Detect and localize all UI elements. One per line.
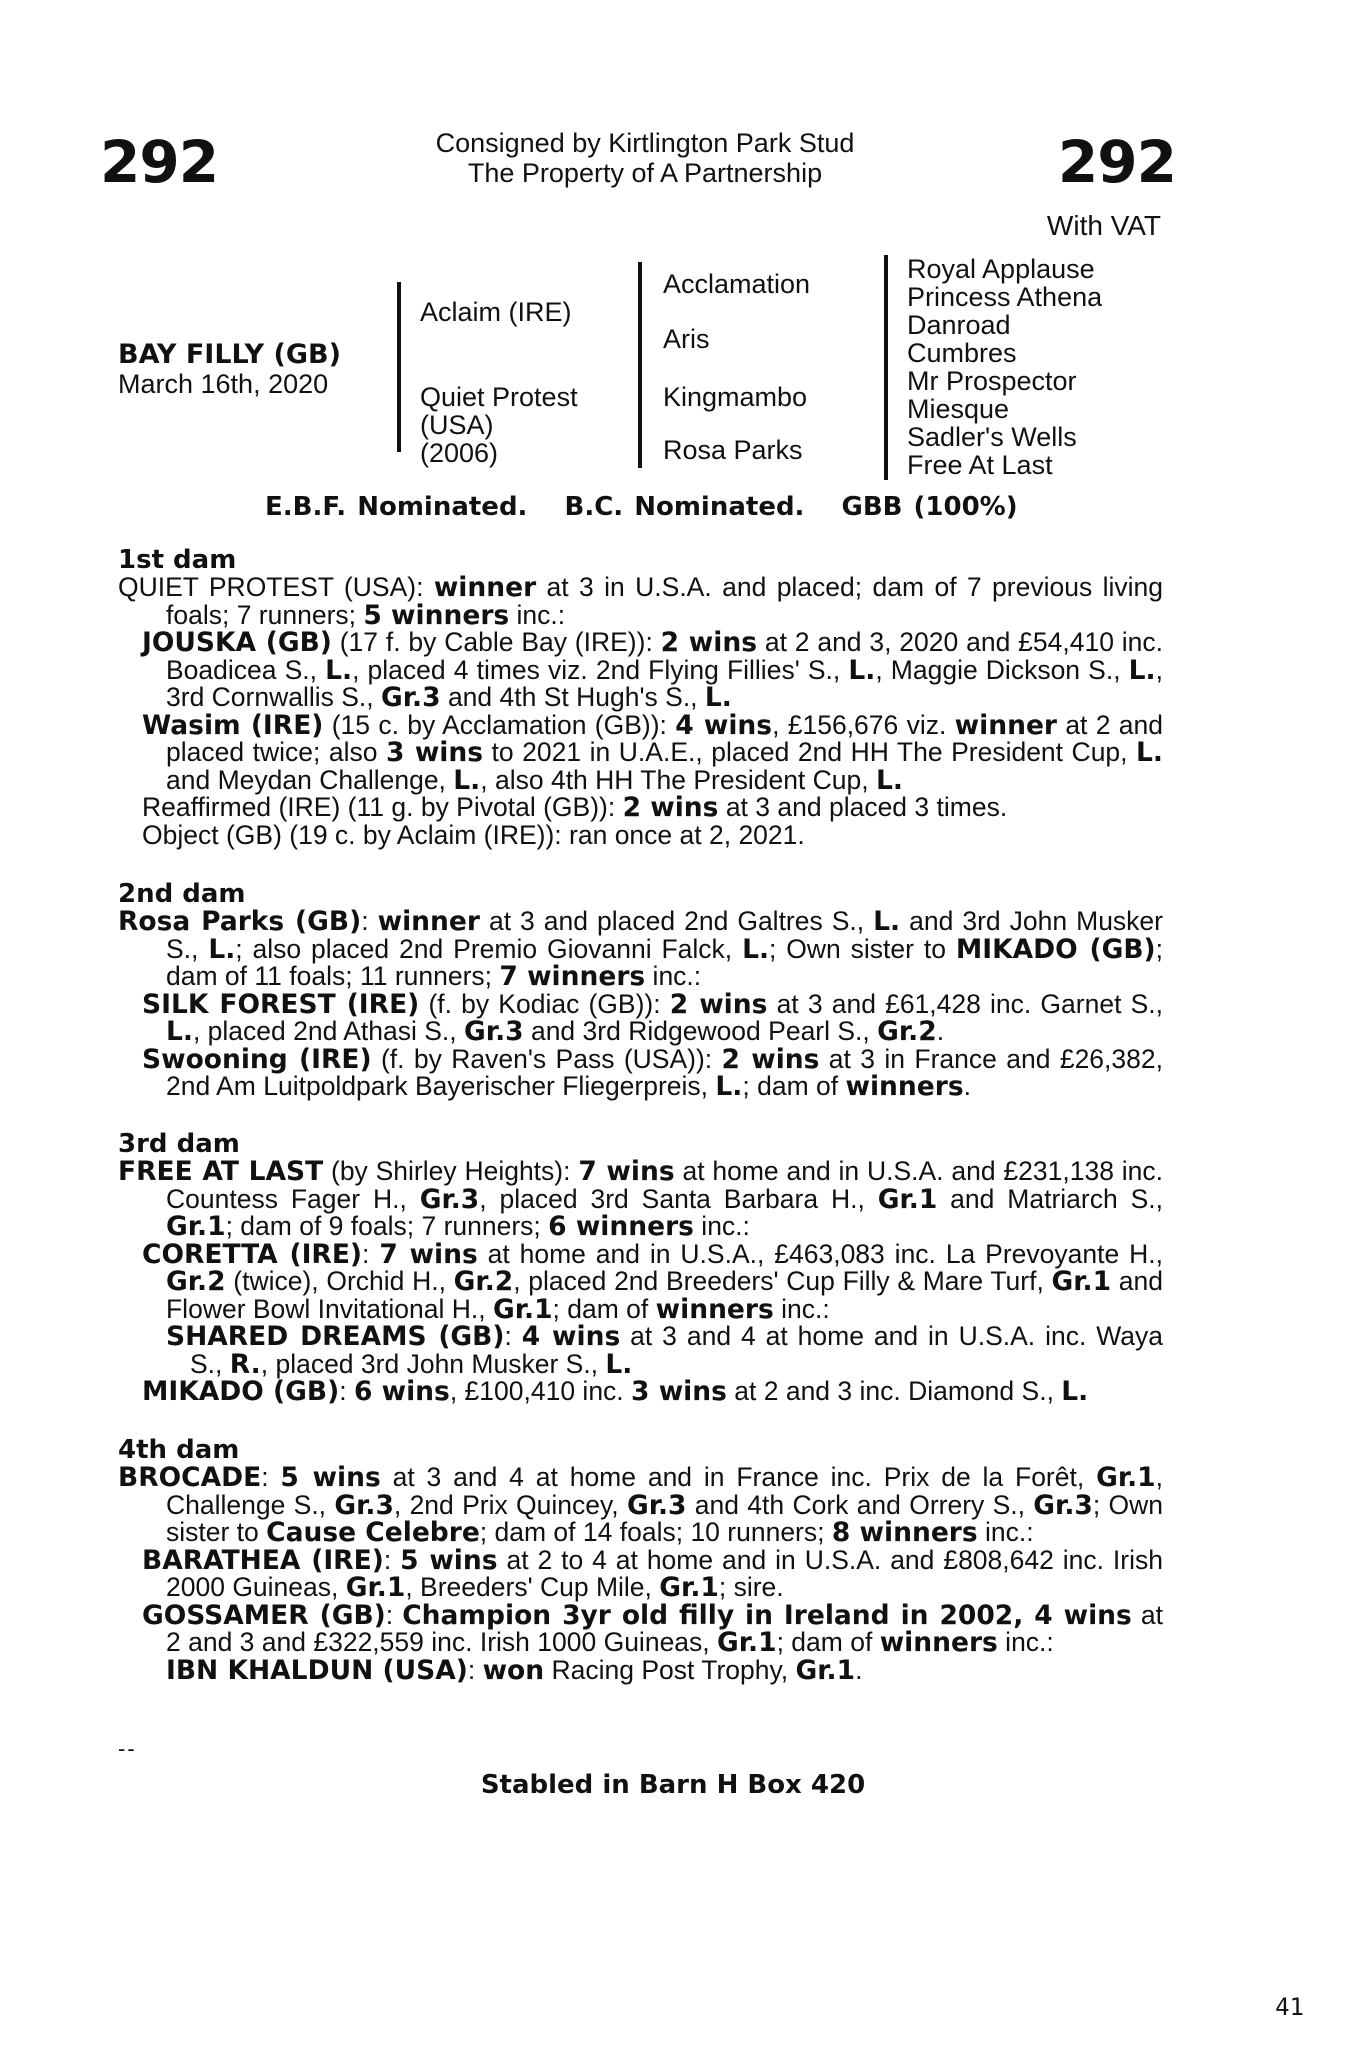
pedigree-g3-entry: Free At Last — [907, 450, 1053, 480]
progeny-entry: Reaffirmed (IRE) (11 g. by Pivotal (GB)): 2 wins at 3 and placed 3 times. — [142, 792, 1008, 823]
lot-number-left: 292 — [100, 128, 219, 196]
vat-note: With VAT — [1046, 210, 1161, 241]
gbb-note: GBB (100%) — [841, 492, 1018, 522]
horse-identity — [118, 340, 341, 398]
horse-foaled: March 16th, 2020 — [118, 369, 329, 399]
first-dam-section — [118, 546, 1163, 849]
pedigree-g3-entry: Miesque — [907, 394, 1010, 424]
pedigree-g3-entry: Danroad — [907, 310, 1011, 340]
dam-paragraph: Rosa Parks (GB): winner at 3 and placed 2nd Galtres S., L. and 3rd John Musker S., L.; also placed 2nd Premio Giovanni Falck, L.; Own sister to MIKADO (GB); dam of 11 foals; 11 runners; 7 winners inc.: — [118, 906, 1164, 992]
pedigree-g3-entry: Mr Prospector — [907, 366, 1077, 396]
nominations-line — [265, 492, 1044, 522]
separator-dash: -- — [118, 1736, 137, 1761]
consignment-header — [330, 128, 960, 188]
fourth-dam-section — [118, 1436, 1163, 1684]
progeny-entry: Swooning (IRE) (f. by Raven's Pass (USA)): 2 wins at 3 in France and £26,382, 2nd Am Luitpoldpark Bayerischer Fliegerpreis, L.; dam of winners. — [142, 1043, 1163, 1102]
pedigree-dam-sire: Kingmambo — [663, 382, 808, 412]
stabling-info: Stabled in Barn H Box 420 — [480, 1770, 866, 1800]
second-dam-section — [118, 880, 1163, 1101]
progeny-entry: GOSSAMER (GB): Champion 3yr old filly in Ireland in 2002, 4 wins at 2 and 3 and £322,559 inc. Irish 1000 Guineas, Gr.1; dam of winners inc.: — [142, 1599, 1164, 1658]
section-heading: 1st dam — [118, 545, 237, 575]
property: The Property of A Partnership — [467, 158, 823, 188]
pedigree-g3-entry: Sadler's Wells — [907, 422, 1077, 452]
section-heading: 2nd dam — [118, 879, 246, 909]
horse-name: BAY FILLY (GB) — [118, 339, 341, 370]
pedigree-sire: Aclaim (IRE) — [420, 297, 572, 327]
pedigree-g3-entry: Princess Athena — [907, 282, 1103, 312]
pedigree-sire-dam: Aris — [663, 324, 710, 354]
third-dam-section — [118, 1130, 1163, 1406]
ebf-nomination: E.B.F. Nominated. — [265, 492, 528, 522]
section-heading: 4th dam — [118, 1435, 240, 1465]
dam-paragraph: BROCADE: 5 wins at 3 and 4 at home and in France inc. Prix de la Forêt, Gr.1, Challenge S., Gr.3, 2nd Prix Quincey, Gr.3 and 4th Cork and Orrery S., Gr.3; Own sister to Cause Celebre; dam of 14 foals; 10 runners; 8 winners inc.: — [118, 1462, 1164, 1548]
section-heading: 3rd dam — [118, 1129, 240, 1159]
lot-number-right: 292 — [1057, 128, 1176, 196]
progeny-entry: SHARED DREAMS (GB): 4 wins at 3 and 4 at home and in U.S.A. inc. Waya S., R., placed 3rd John Musker S., L. — [166, 1321, 1163, 1380]
pedigree-third-generation — [907, 255, 1102, 479]
pedigree-dam-year: (2006) — [420, 438, 499, 468]
pedigree-g3-entry: Royal Applause — [907, 254, 1095, 284]
pedigree-dam — [420, 383, 578, 467]
bc-nomination: B.C. Nominated. — [564, 492, 805, 522]
progeny-entry: MIKADO (GB): 6 wins, £100,410 inc. 3 wins at 2 and 3 inc. Diamond S., L. — [142, 1376, 1089, 1407]
pedigree-sire-sire: Acclamation — [663, 269, 811, 299]
progeny-entry: Wasim (IRE) (15 c. by Acclamation (GB)): 4 wins, £156,676 viz. winner at 2 and placed twice; also 3 wins to 2021 in U.A.E., placed 2nd HH The President Cup, L. and Meydan Challenge, L., also 4th HH The President Cup, L. — [142, 709, 1163, 796]
pedigree-dam-dam: Rosa Parks — [663, 435, 803, 465]
progeny-entry: SILK FOREST (IRE) (f. by Kodiac (GB)): 2 wins at 3 and £61,428 inc. Garnet S., L., placed 2nd Athasi S., Gr.3 and 3rd Ridgewood Pearl S., Gr.2. — [142, 988, 1163, 1047]
progeny-entry: IBN KHALDUN (USA): won Racing Post Trophy, Gr.1. — [166, 1654, 863, 1686]
progeny-entry: CORETTA (IRE): 7 wins at home and in U.S.A., £463,083 inc. La Prevoyante H., Gr.2 (twice), Orchid H., Gr.2, placed 2nd Breeders' Cup Filly & Mare Turf, Gr.1 and Flower Bowl Invitational H., Gr.1; dam of winners inc.: — [142, 1238, 1163, 1325]
consignor: Consigned by Kirtlington Park Stud — [435, 128, 855, 158]
pedigree-divider-2 — [638, 262, 642, 468]
progeny-entry: Object (GB) (19 c. by Aclaim (IRE)): ran once at 2, 2021. — [142, 819, 805, 850]
dam-paragraph: FREE AT LAST (by Shirley Heights): 7 wins at home and in U.S.A. and £231,138 inc. Countess Fager H., Gr.3, placed 3rd Santa Barbara H., Gr.1 and Matriarch S., Gr.1; dam of 9 foals; 7 runners; 6 winners inc.: — [118, 1156, 1163, 1242]
pedigree-divider-1 — [397, 282, 401, 452]
pedigree-dam-name: Quiet Protest — [420, 382, 578, 412]
pedigree-dam-country: (USA) — [420, 410, 494, 440]
progeny-entry: JOUSKA (GB) (17 f. by Cable Bay (IRE)): 2 wins at 2 and 3, 2020 and £54,410 inc. Boadicea S., L., placed 4 times viz. 2nd Flying Fillies' S., L., Maggie Dickson S., L., 3rd Cornwallis S., Gr.3 and 4th St Hugh's S., L. — [142, 627, 1163, 713]
page-number: 41 — [1275, 1993, 1304, 2021]
pedigree-g3-entry: Cumbres — [907, 338, 1017, 368]
progeny-entry: BARATHEA (IRE): 5 wins at 2 to 4 at home and in U.S.A. and £808,642 inc. Irish 2000 Guineas, Gr.1, Breeders' Cup Mile, Gr.1; sire. — [142, 1544, 1163, 1603]
dam-paragraph: QUIET PROTEST (USA): winner at 3 in U.S.A. and placed; dam of 7 previous living foals; 7 runners; 5 winners inc.: — [118, 572, 1163, 631]
pedigree-divider-3 — [884, 255, 888, 480]
